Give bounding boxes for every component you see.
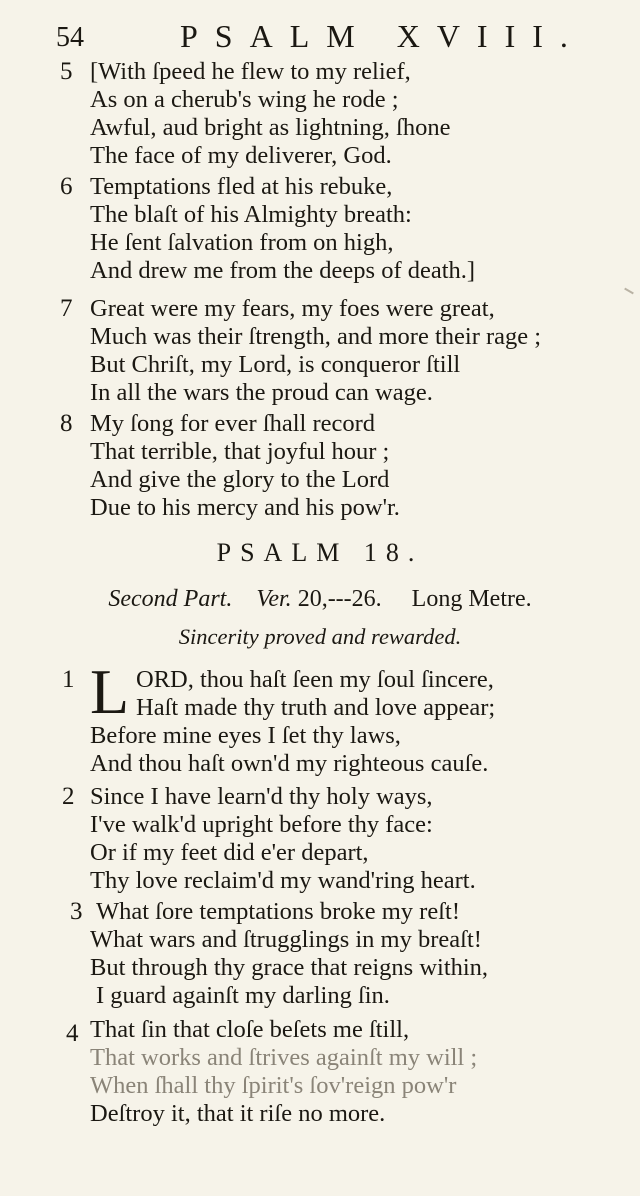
verse-line: [With ſpeed he flew to my relief, xyxy=(90,58,411,85)
verse-line: I've walk'd upright before thy face: xyxy=(90,811,433,838)
stanza-number: 4 xyxy=(66,1020,79,1047)
verse-line: Much was their ſtrength, and more their rage ; xyxy=(90,323,542,350)
paper-mark xyxy=(624,288,634,295)
verse-line: As on a cherub's wing he rode ; xyxy=(90,86,399,113)
running-title: PSALM XVIII. xyxy=(180,18,585,54)
stanza-number: 5 xyxy=(60,58,73,85)
page-number: 54 xyxy=(56,22,84,53)
verse-line: The blaſt of his Almighty breath: xyxy=(90,201,412,228)
verse-line: Since I have learn'd thy holy ways, xyxy=(90,783,433,810)
verse-line: But Chriſt, my Lord, is conqueror ſtill xyxy=(90,351,461,378)
verse-line: Thy love reclaim'd my wand'ring heart. xyxy=(90,867,476,894)
verse-line: Awful, aud bright as lightning, ſhone xyxy=(90,114,451,141)
verse-line: Before mine eyes I ſet thy laws, xyxy=(90,722,401,749)
verse-line: And drew me from the deeps of death.] xyxy=(90,257,476,284)
verse-line: In all the wars the proud can wage. xyxy=(90,379,433,406)
verse-line: What wars and ſtrugglings in my breaſt! xyxy=(90,926,482,953)
verse-line: He ſent ſalvation from on high, xyxy=(90,229,394,256)
verse-line: Temptations fled at his rebuke, xyxy=(90,173,393,200)
stanza-number: 1 xyxy=(62,666,75,693)
verse-line: When ſhall thy ſpirit's ſov'reign pow'r xyxy=(90,1072,457,1099)
verse-line: What ſore temptations broke my reſt! xyxy=(96,898,460,925)
part-line xyxy=(0,586,640,613)
psalm-theme: Sincerity proved and rewarded. xyxy=(178,624,462,649)
verse-line: ORD, thou haſt ſeen my ſoul ſincere, xyxy=(136,666,494,693)
verse-line: And thou haſt own'd my righteous cauſe. xyxy=(90,750,489,777)
stanza-number: 7 xyxy=(60,295,73,322)
part-label: Second Part. xyxy=(108,586,233,612)
verse-line: Deſtroy it, that it riſe no more. xyxy=(90,1100,386,1127)
verse-line: My ſong for ever ſhall record xyxy=(90,410,376,437)
verse-line: I guard againſt my darling ſin. xyxy=(96,982,390,1009)
verse-line: That works and ſtrives againſt my will ; xyxy=(90,1044,478,1071)
stanza-number: 2 xyxy=(62,783,75,810)
verse-line: Or if my feet did e'er depart, xyxy=(90,839,369,866)
verse-line: But through thy grace that reigns within, xyxy=(90,954,489,981)
verse-range: 20,---26. xyxy=(297,586,382,612)
page-header xyxy=(0,18,640,52)
verse-line: Haſt made thy truth and love appear; xyxy=(136,694,496,721)
verse-line: Due to his mercy and his pow'r. xyxy=(90,494,400,521)
verse-line: That ſin that cloſe beſets me ſtill, xyxy=(90,1016,410,1043)
drop-cap: L xyxy=(90,656,130,727)
stanza-number: 3 xyxy=(70,898,83,925)
metre-label: Long Metre. xyxy=(411,586,532,612)
verse-line: Great were my fears, my foes were great, xyxy=(90,295,495,322)
psalm-subtitle: PSALM 18. xyxy=(216,538,424,567)
stanza-number: 8 xyxy=(60,410,73,437)
stanza-number: 6 xyxy=(60,173,73,200)
verse-line: And give the glory to the Lord xyxy=(90,466,390,493)
verse-line: That terrible, that joyful hour ; xyxy=(90,438,390,465)
verse-label: Ver. xyxy=(256,586,292,612)
verse-line: The face of my deliverer, God. xyxy=(90,142,392,169)
